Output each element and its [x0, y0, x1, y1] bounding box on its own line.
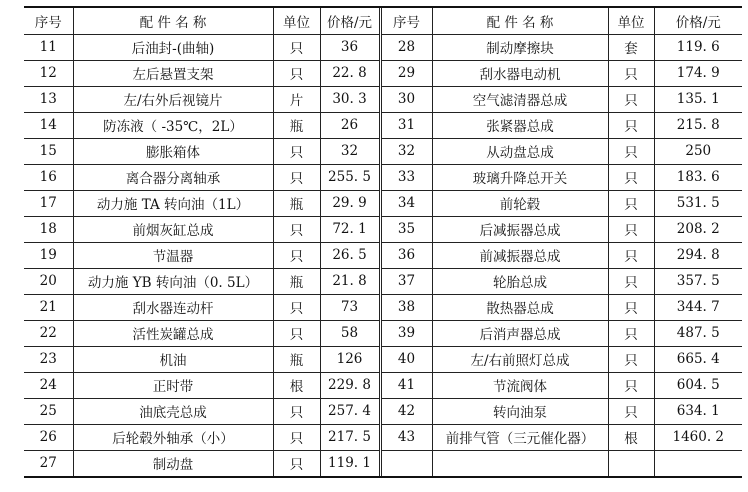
cell-price-left: 217. 5	[320, 424, 380, 450]
cell-price-left: 30. 3	[320, 86, 380, 112]
cell-unit-right: 只	[608, 190, 654, 216]
cell-name-right: 左/右前照灯总成	[432, 346, 608, 372]
header-no-left: 序号	[24, 8, 73, 34]
cell-no-right: 34	[380, 190, 432, 216]
cell-unit-left: 瓶	[273, 268, 320, 294]
cell-no-left: 11	[24, 34, 73, 60]
table-row	[24, 346, 742, 372]
table-row	[24, 268, 742, 294]
cell-price-left: 22. 8	[320, 60, 380, 86]
cell-price-right	[654, 450, 742, 476]
cell-price-left: 73	[320, 294, 380, 320]
table-row	[24, 242, 742, 268]
cell-unit-right: 套	[608, 34, 654, 60]
parts-price-table-frame	[24, 6, 742, 478]
cell-unit-left: 根	[273, 372, 320, 398]
cell-unit-left: 只	[273, 320, 320, 346]
cell-name-left: 动力施 YB 转向油（0. 5L）	[73, 268, 273, 294]
cell-unit-left: 只	[273, 138, 320, 164]
cell-unit-right: 只	[608, 86, 654, 112]
cell-unit-left: 瓶	[273, 346, 320, 372]
cell-price-left: 255. 5	[320, 164, 380, 190]
cell-unit-right: 只	[608, 138, 654, 164]
cell-name-left: 离合器分离轴承	[73, 164, 273, 190]
table-row	[24, 86, 742, 112]
cell-no-right: 33	[380, 164, 432, 190]
cell-name-right: 节流阀体	[432, 372, 608, 398]
cell-unit-right: 只	[608, 60, 654, 86]
cell-price-left: 58	[320, 320, 380, 346]
cell-unit-left: 只	[273, 164, 320, 190]
cell-unit-left: 只	[273, 450, 320, 476]
header-name-right: 配 件 名 称	[432, 8, 608, 34]
cell-no-left: 17	[24, 190, 73, 216]
cell-name-left: 正时带	[73, 372, 273, 398]
cell-price-left: 32	[320, 138, 380, 164]
cell-price-left: 126	[320, 346, 380, 372]
cell-name-right: 前轮毂	[432, 190, 608, 216]
cell-no-left: 21	[24, 294, 73, 320]
cell-no-left: 26	[24, 424, 73, 450]
cell-name-right: 散热器总成	[432, 294, 608, 320]
cell-unit-right: 只	[608, 268, 654, 294]
cell-unit-right: 只	[608, 112, 654, 138]
cell-price-right: 208. 2	[654, 216, 742, 242]
cell-no-left: 20	[24, 268, 73, 294]
cell-no-left: 22	[24, 320, 73, 346]
cell-price-left: 36	[320, 34, 380, 60]
header-price-left: 价格/元	[320, 8, 380, 34]
cell-unit-left: 只	[273, 216, 320, 242]
cell-no-left: 12	[24, 60, 73, 86]
table-row	[24, 190, 742, 216]
cell-price-left: 72. 1	[320, 216, 380, 242]
cell-name-right: 张紧器总成	[432, 112, 608, 138]
cell-unit-right: 只	[608, 294, 654, 320]
cell-price-right: 531. 5	[654, 190, 742, 216]
cell-price-right: 135. 1	[654, 86, 742, 112]
cell-no-left: 19	[24, 242, 73, 268]
table-row	[24, 60, 742, 86]
cell-name-left: 左/右外后视镜片	[73, 86, 273, 112]
cell-price-right: 215. 8	[654, 112, 742, 138]
cell-unit-left: 瓶	[273, 190, 320, 216]
cell-name-left: 动力施 TA 转向油（1L）	[73, 190, 273, 216]
cell-name-left: 后油封-(曲轴)	[73, 34, 273, 60]
cell-unit-right: 只	[608, 216, 654, 242]
cell-name-left: 机油	[73, 346, 273, 372]
cell-no-left: 16	[24, 164, 73, 190]
cell-no-left: 27	[24, 450, 73, 476]
cell-price-left: 119. 1	[320, 450, 380, 476]
cell-unit-right: 根	[608, 424, 654, 450]
cell-unit-right: 只	[608, 346, 654, 372]
cell-no-left: 13	[24, 86, 73, 112]
cell-unit-right	[608, 450, 654, 476]
table-row	[24, 424, 742, 450]
cell-name-left: 刮水器连动杆	[73, 294, 273, 320]
table-header-row	[24, 8, 742, 34]
header-name-left: 配 件 名 称	[73, 8, 273, 34]
cell-no-right: 38	[380, 294, 432, 320]
table-row	[24, 164, 742, 190]
table-row	[24, 112, 742, 138]
parts-price-table	[24, 8, 742, 476]
cell-name-right: 轮胎总成	[432, 268, 608, 294]
cell-no-right: 28	[380, 34, 432, 60]
cell-price-right: 174. 9	[654, 60, 742, 86]
cell-price-right: 604. 5	[654, 372, 742, 398]
cell-name-left: 膨胀箱体	[73, 138, 273, 164]
cell-no-left: 25	[24, 398, 73, 424]
cell-unit-left: 只	[273, 294, 320, 320]
cell-unit-left: 只	[273, 424, 320, 450]
cell-unit-right: 只	[608, 242, 654, 268]
cell-unit-left: 只	[273, 34, 320, 60]
header-price-right: 价格/元	[654, 8, 742, 34]
cell-name-right	[432, 450, 608, 476]
cell-no-right: 30	[380, 86, 432, 112]
cell-name-right: 转向油泵	[432, 398, 608, 424]
table-row	[24, 450, 742, 476]
cell-unit-left: 只	[273, 398, 320, 424]
header-unit-right: 单位	[608, 8, 654, 34]
cell-no-right: 29	[380, 60, 432, 86]
cell-name-right: 前排气管（三元催化器）	[432, 424, 608, 450]
cell-no-right	[380, 450, 432, 476]
cell-price-right: 119. 6	[654, 34, 742, 60]
cell-unit-right: 只	[608, 398, 654, 424]
table-row	[24, 138, 742, 164]
cell-name-left: 后轮毂外轴承（小）	[73, 424, 273, 450]
cell-price-right: 357. 5	[654, 268, 742, 294]
table-row	[24, 398, 742, 424]
cell-price-right: 183. 6	[654, 164, 742, 190]
cell-no-right: 37	[380, 268, 432, 294]
cell-no-left: 24	[24, 372, 73, 398]
cell-name-right: 空气滤清器总成	[432, 86, 608, 112]
table-row	[24, 216, 742, 242]
cell-price-left: 26. 5	[320, 242, 380, 268]
cell-no-left: 18	[24, 216, 73, 242]
header-no-right: 序号	[380, 8, 432, 34]
cell-price-left: 229. 8	[320, 372, 380, 398]
cell-unit-left: 瓶	[273, 112, 320, 138]
cell-price-left: 29. 9	[320, 190, 380, 216]
cell-no-right: 41	[380, 372, 432, 398]
cell-name-left: 节温器	[73, 242, 273, 268]
cell-name-left: 前烟灰缸总成	[73, 216, 273, 242]
cell-name-right: 前减振器总成	[432, 242, 608, 268]
cell-unit-right: 只	[608, 372, 654, 398]
cell-no-left: 15	[24, 138, 73, 164]
cell-unit-right: 只	[608, 320, 654, 346]
table-row	[24, 34, 742, 60]
cell-no-right: 36	[380, 242, 432, 268]
cell-no-right: 43	[380, 424, 432, 450]
cell-price-right: 250	[654, 138, 742, 164]
cell-name-right: 后消声器总成	[432, 320, 608, 346]
cell-no-left: 14	[24, 112, 73, 138]
cell-unit-right: 只	[608, 164, 654, 190]
cell-price-left: 257. 4	[320, 398, 380, 424]
cell-no-right: 32	[380, 138, 432, 164]
header-unit-left: 单位	[273, 8, 320, 34]
cell-unit-left: 只	[273, 242, 320, 268]
cell-name-left: 制动盘	[73, 450, 273, 476]
table-row	[24, 294, 742, 320]
cell-price-right: 1460. 2	[654, 424, 742, 450]
cell-price-right: 665. 4	[654, 346, 742, 372]
cell-no-right: 39	[380, 320, 432, 346]
cell-no-right: 31	[380, 112, 432, 138]
cell-no-right: 35	[380, 216, 432, 242]
cell-price-left: 26	[320, 112, 380, 138]
cell-name-left: 油底壳总成	[73, 398, 273, 424]
cell-no-left: 23	[24, 346, 73, 372]
cell-name-right: 刮水器电动机	[432, 60, 608, 86]
cell-price-left: 21. 8	[320, 268, 380, 294]
cell-name-left: 活性炭罐总成	[73, 320, 273, 346]
cell-name-right: 后减振器总成	[432, 216, 608, 242]
cell-name-right: 从动盘总成	[432, 138, 608, 164]
cell-name-left: 左后悬置支架	[73, 60, 273, 86]
cell-name-right: 玻璃升降总开关	[432, 164, 608, 190]
cell-name-right: 制动摩擦块	[432, 34, 608, 60]
cell-price-right: 634. 1	[654, 398, 742, 424]
cell-no-right: 42	[380, 398, 432, 424]
cell-price-right: 294. 8	[654, 242, 742, 268]
cell-no-right: 40	[380, 346, 432, 372]
table-row	[24, 320, 742, 346]
cell-unit-left: 片	[273, 86, 320, 112]
table-row	[24, 372, 742, 398]
cell-price-right: 344. 7	[654, 294, 742, 320]
cell-name-left: 防冻液（ -35℃，2L）	[73, 112, 273, 138]
cell-unit-left: 只	[273, 60, 320, 86]
cell-price-right: 487. 5	[654, 320, 742, 346]
